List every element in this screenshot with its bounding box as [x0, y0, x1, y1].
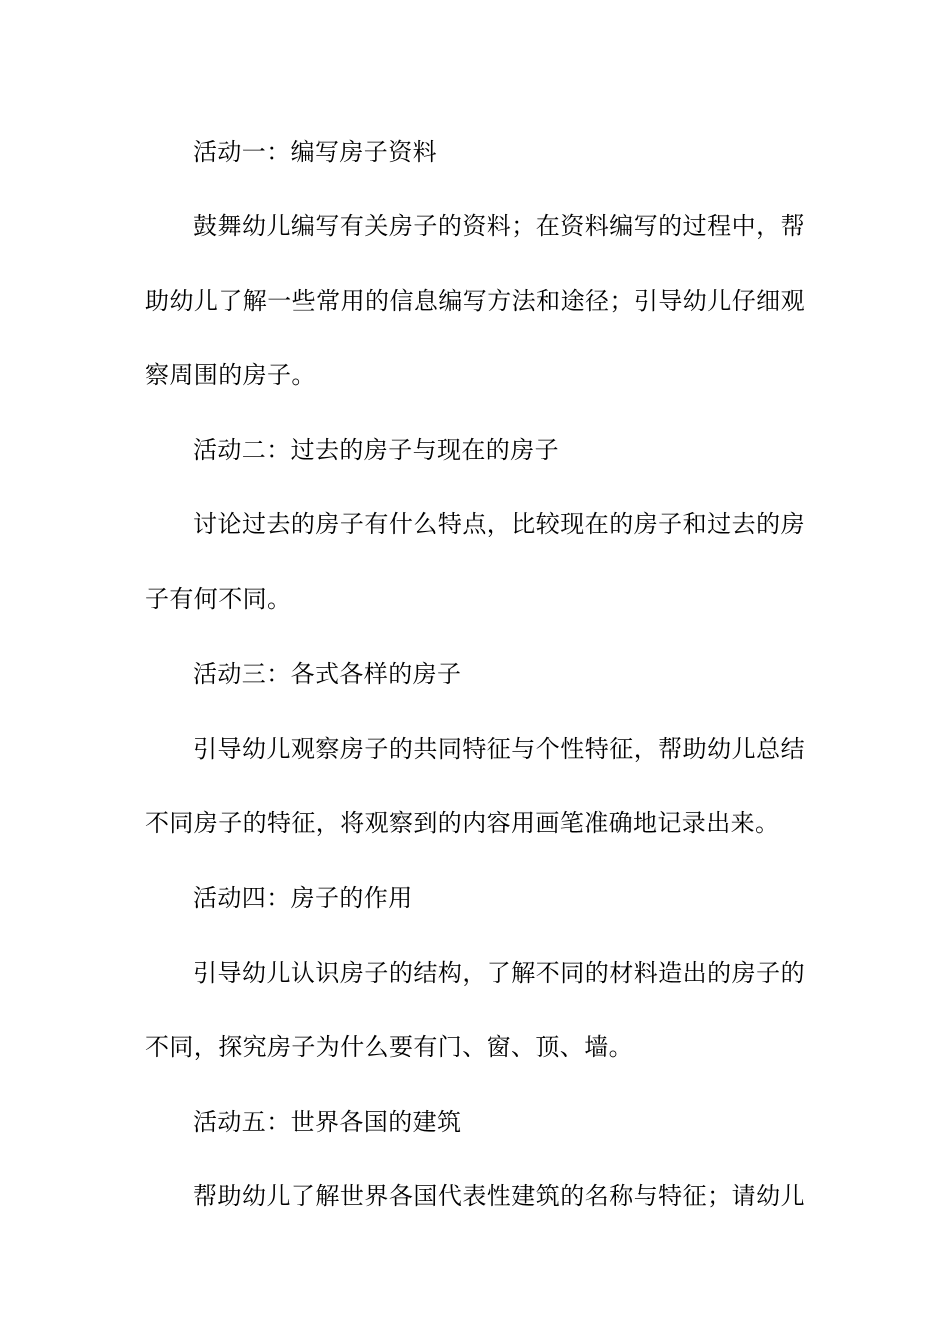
activity-1-heading: 活动一：编写房子资料 — [193, 138, 437, 166]
activity-3-heading: 活动三：各式各样的房子 — [193, 660, 462, 688]
activity-1-text-line-1: 鼓舞幼儿编写有关房子的资料；在资料编写的过程中，帮 — [193, 212, 805, 240]
activity-1-text-line-2: 助幼儿了解一些常用的信息编写方法和途径；引导幼儿仔细观 — [145, 287, 805, 315]
activity-5-text-line-1: 帮助幼儿了解世界各国代表性建筑的名称与特征；请幼儿 — [193, 1182, 805, 1210]
activity-3-text-line-2: 不同房子的特征，将观察到的内容用画笔准确地记录出来。 — [145, 809, 780, 837]
activity-3-text-line-1: 引导幼儿观察房子的共同特征与个性特征，帮助幼儿总结 — [193, 735, 805, 763]
activity-4-heading: 活动四：房子的作用 — [193, 884, 413, 912]
activity-2-text-line-1: 讨论过去的房子有什么特点，比较现在的房子和过去的房 — [193, 510, 805, 538]
activity-1-text-line-3: 察周围的房子。 — [145, 361, 316, 389]
activity-5-heading: 活动五：世界各国的建筑 — [193, 1108, 462, 1136]
activity-4-text-line-2: 不同，探究房子为什么要有门、窗、顶、墙。 — [145, 1033, 633, 1061]
activity-4-text-line-1: 引导幼儿认识房子的结构，了解不同的材料造出的房子的 — [193, 959, 805, 987]
activity-2-heading: 活动二：过去的房子与现在的房子 — [193, 436, 559, 464]
activity-2-text-line-2: 子有何不同。 — [145, 585, 292, 613]
